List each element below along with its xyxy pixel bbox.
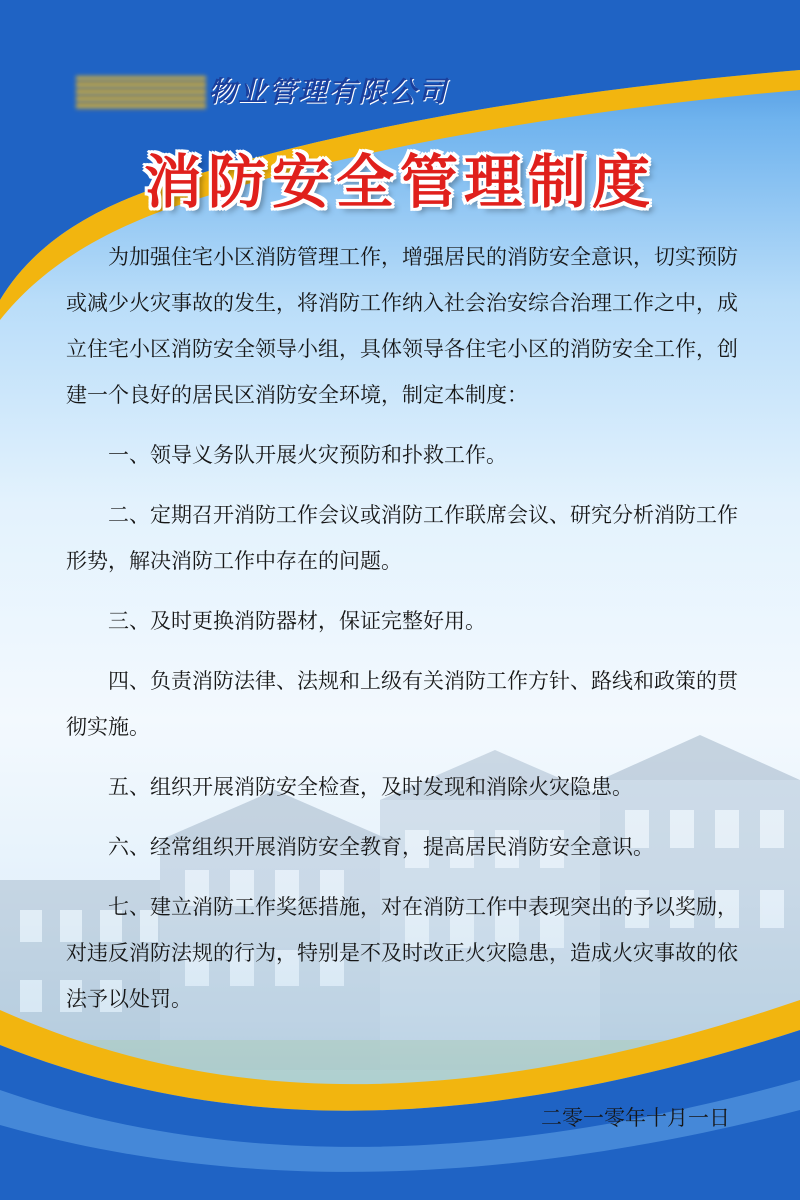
intro-paragraph: 为加强住宅小区消防管理工作，增强居民的消防安全意识，切实预防或减少火灾事故的发生，将消防工作纳入社会治安综合治理工作之中，成立住宅小区消防安全领导小组，具体领导各住宅小区的消防安全工作，创建一个良好的居民区消防安全环境，制定本制度： [66, 245, 738, 407]
page-title: 消防安全管理制度 [143, 148, 656, 216]
rule-item: 六、经常组织开展消防安全教育，提高居民消防安全意识。 [108, 835, 654, 859]
company-name: 物业管理有限公司 [208, 75, 449, 108]
rule-item: 二、定期召开消防工作会议或消防工作联席会议、研究分析消防工作形势，解决消防工作中存在的问题。 [66, 503, 738, 573]
rule-item: 一、领导义务队开展火灾预防和扑救工作。 [108, 443, 507, 467]
rule-item: 五、组织开展消防安全检查，及时发现和消除火灾隐患。 [108, 775, 633, 799]
rule-item: 三、及时更换消防器材，保证完整好用。 [108, 609, 486, 633]
regulation-body [66, 234, 738, 1022]
company-logo-blur [76, 76, 206, 110]
rule-item: 七、建立消防工作奖惩措施，对在消防工作中表现突出的予以奖励，对违反消防法规的行为，特别是不及时改正火灾隐患，造成火灾事故的依法予以处罚。 [66, 895, 738, 1011]
signature-date: 二零一零年十月一日 [541, 1106, 730, 1130]
rule-item: 四、负责消防法律、法规和上级有关消防工作方针、路线和政策的贯彻实施。 [66, 669, 738, 739]
